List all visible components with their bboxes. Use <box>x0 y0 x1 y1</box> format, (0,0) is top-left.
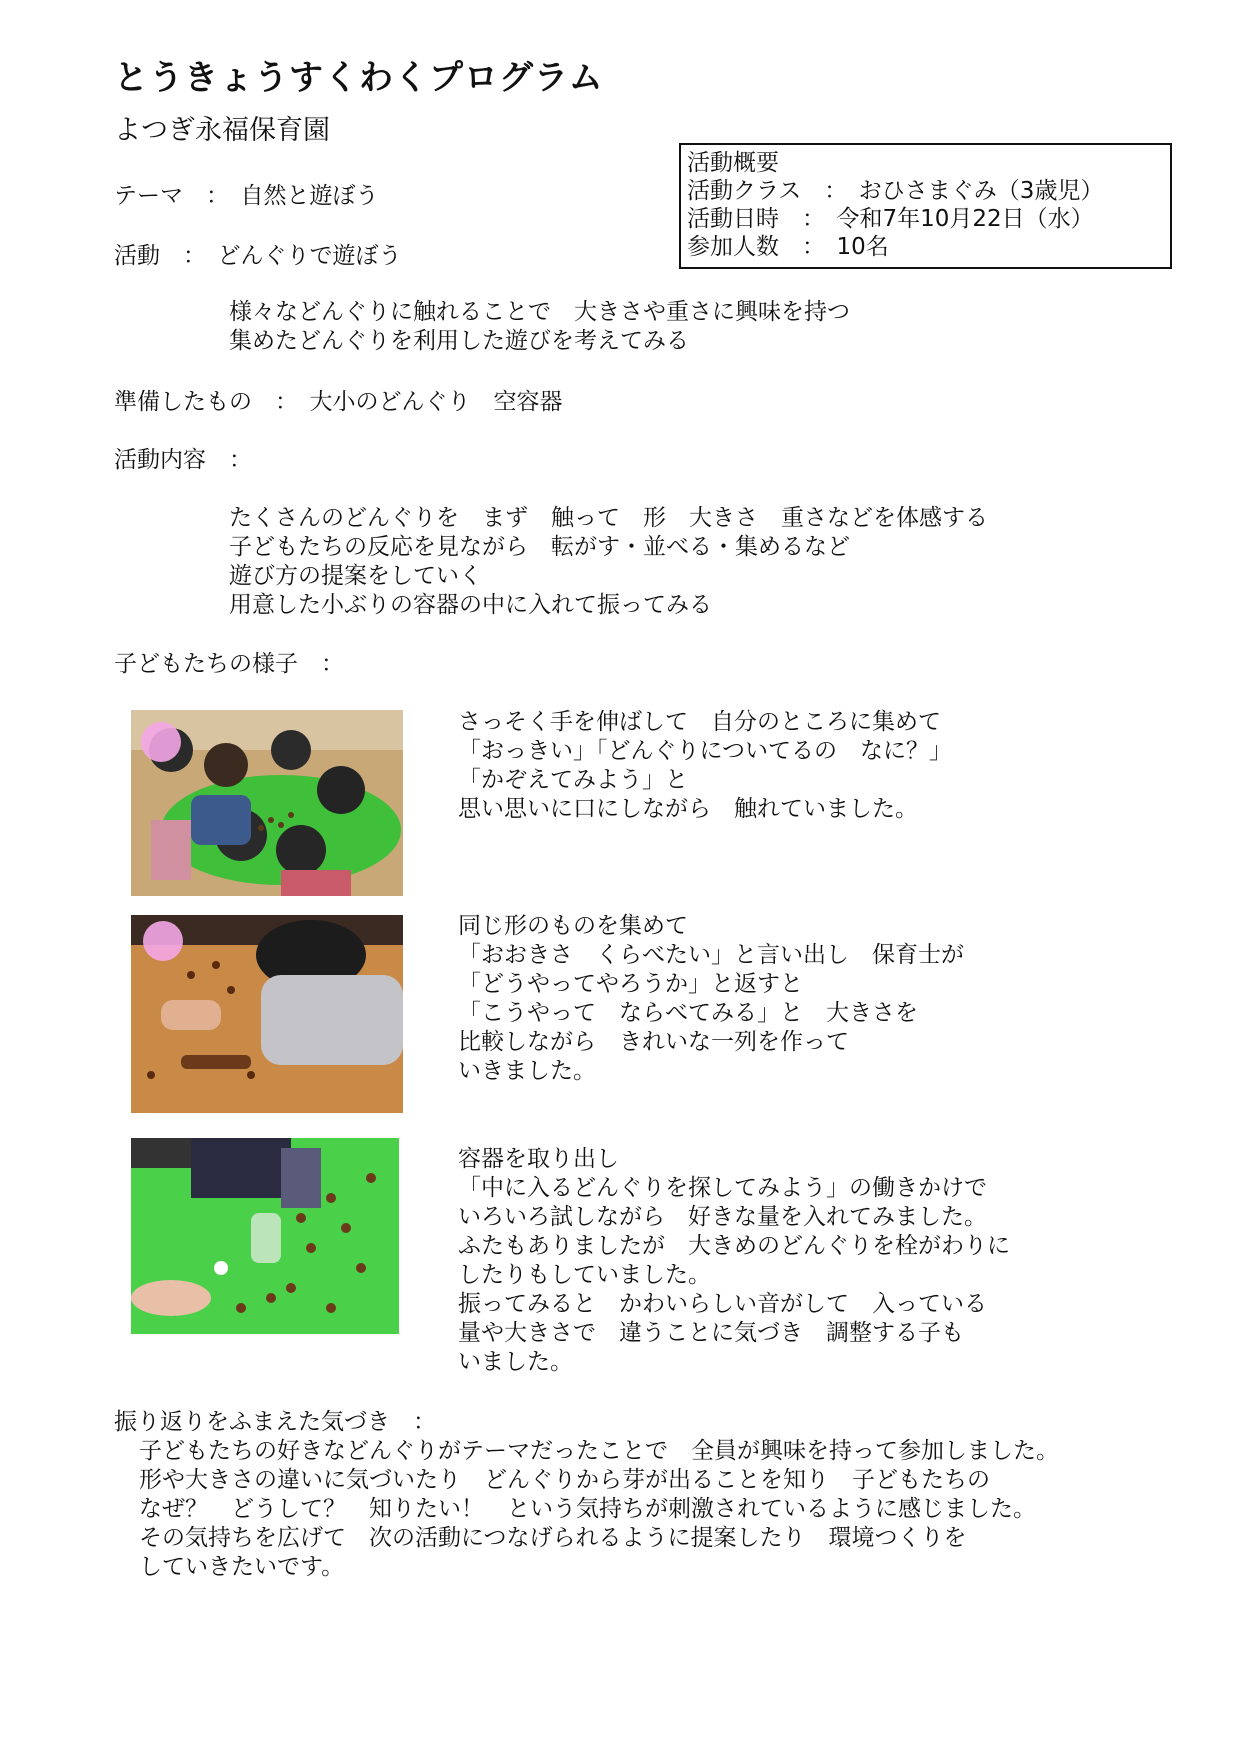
episode-line: 「中に入るどんぐりを探してみよう」の働きかけで <box>458 1175 987 1201</box>
goals-block <box>229 298 850 356</box>
content-line: 用意した小ぶりの容器の中に入れて振ってみる <box>229 592 712 618</box>
content-line: たくさんのどんぐりを まず 触って 形 大きさ 重さなどを体感する <box>229 505 988 531</box>
episode-2-text <box>458 912 964 1086</box>
nursery-name: よつぎ永福保育園 <box>114 115 330 146</box>
episode-line: いました。 <box>458 1349 573 1375</box>
episode-3-text <box>458 1145 1010 1377</box>
overview-date: 活動日時 ： 令和7年10月22日（水） <box>687 206 1094 232</box>
overview-heading: 活動概要 <box>687 150 779 176</box>
activity-line: 活動 ： どんぐりで遊ぼう <box>114 243 402 269</box>
content-heading: 活動内容 ： <box>114 447 252 473</box>
episode-line: ふたもありましたが 大きめのどんぐりを栓がわりに <box>458 1233 1010 1259</box>
reflection-line: その気持ちを広げて 次の活動につなげられるように提案したり 環境つくりを <box>139 1525 967 1551</box>
episode-line: 「かぞえてみよう」と <box>458 767 688 793</box>
overview-class: 活動クラス ： おひさまぐみ（3歳児） <box>687 178 1104 204</box>
reflection-block <box>139 1437 1059 1582</box>
episode-line: さっそく手を伸ばして 自分のところに集めて <box>458 709 941 735</box>
activity-overview-box <box>679 143 1172 269</box>
reflection-line: 子どもたちの好きなどんぐりがテーマだったことで 全員が興味を持って参加しました。 <box>139 1438 1059 1464</box>
episode-line: 「こうやって ならべてみる」と 大きさを <box>458 1000 918 1026</box>
episode-line: 「どうやってやろうか」と返すと <box>458 971 803 997</box>
episode-line: 「おおきさ くらべたい」と言い出し 保育士が <box>458 942 964 968</box>
content-block <box>229 504 988 620</box>
page-title: とうきょうすくわくプログラム <box>114 58 604 98</box>
photo-children-gathering-acorns <box>131 710 403 896</box>
content-line: 子どもたちの反応を見ながら 転がす・並べる・集めるなど <box>229 534 850 560</box>
episode-line: 容器を取り出し <box>458 1146 619 1172</box>
reflection-line: 形や大きさの違いに気づいたり どんぐりから芽が出ることを知り 子どもたちの <box>139 1467 990 1493</box>
content-line: 遊び方の提案をしていく <box>229 563 482 589</box>
episode-line: いきました。 <box>458 1058 596 1084</box>
episode-line: 量や大きさで 違うことに気づき 調整する子も <box>458 1320 964 1346</box>
episode-line: 同じ形のものを集めて <box>458 913 688 939</box>
episode-1-text <box>458 708 952 824</box>
theme-line: テーマ ： 自然と遊ぼう <box>114 183 379 209</box>
reflection-heading: 振り返りをふまえた気づき ： <box>114 1409 436 1435</box>
photo-acorns-in-container <box>131 1138 399 1334</box>
reflection-line: なぜ？ どうして？ 知りたい！ という気持ちが刺激されているように感じました。 <box>139 1496 1036 1522</box>
children-heading: 子どもたちの様子 ： <box>114 651 344 677</box>
photo-child-lining-up-acorns <box>131 915 403 1113</box>
goal-line: 様々などんぐりに触れることで 大きさや重さに興味を持つ <box>229 299 850 325</box>
goal-line: 集めたどんぐりを利用した遊びを考えてみる <box>229 328 689 354</box>
episode-line: 振ってみると かわいらしい音がして 入っている <box>458 1291 987 1317</box>
episode-line: 「おっきい」「どんぐりについてるの なに？」 <box>458 738 953 764</box>
reflection-line: していきたいです。 <box>139 1554 345 1580</box>
prepared-line: 準備したもの ： 大小のどんぐり 空容器 <box>114 389 563 415</box>
overview-participants: 参加人数 ： 10名 <box>687 234 889 260</box>
episode-line: したりもしていました。 <box>458 1262 711 1288</box>
episode-line: いろいろ試しながら 好きな量を入れてみました。 <box>458 1204 987 1230</box>
episode-line: 比較しながら きれいな一列を作って <box>458 1029 849 1055</box>
episode-line: 思い思いに口にしながら 触れていました。 <box>458 796 918 822</box>
